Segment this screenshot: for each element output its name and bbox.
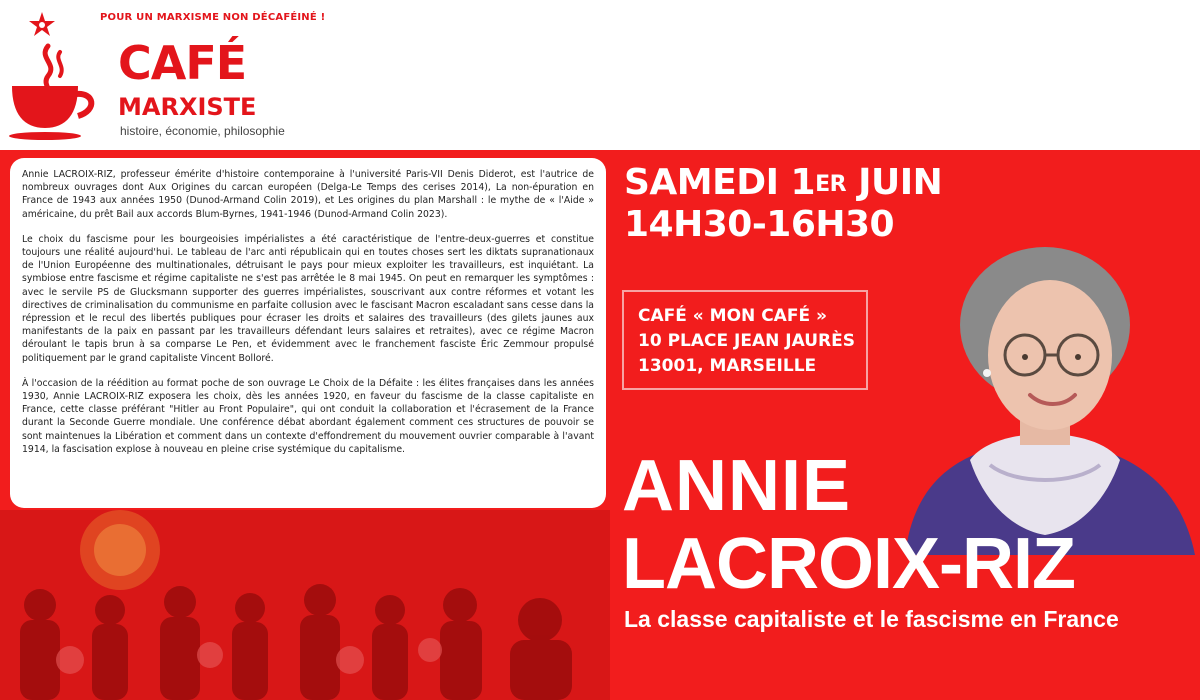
speaker-last-name: LACROIX-RIZ [622, 524, 1075, 604]
venue-box [622, 290, 868, 390]
talk-title: La classe capitaliste et le fascisme en France [624, 606, 1119, 632]
description-paragraph: Le choix du fascisme pour les bourgeoisies impérialistes a été caractéristique de l'entre-deux-guerres et constitue toujours une réalité aujourd'hui. Le tableau de l'arc anti républicain qui en toutes choses sert les diktats supranationaux de l'Union Européenne des multinationales, détruisant le pays pour mieux exploiter les travailleurs, est inquiétant. La symbiose entre fascisme et régime capitaliste ne s'est pas arrêtée le 8 mai 1945. On peut en remarquer les symptômes : avec le servile PS de Glucksmann supporter des guerres impérialistes, souscrivant aux contre réformes et votant les directives de criminalisation du communisme en parfaite collusion avec le fascisant Macron escaladant sans cesse dans la répression et le recul des libertés publiques pour écraser les droits et salaires des travailleurs (des gilets jaunes aux manifestants de la paix en passant par les travailleurs défendant leurs salaires et retraites), avec ce régime Macron déroulant le tapis brun à sa comparse Le Pen, et évidemment avec le franchement fasciste Éric Zemmour propulsé politiquement par le grand capitaliste Vincent Bolloré. [22, 233, 594, 364]
event-date-month: JUIN [846, 162, 943, 203]
description-box [10, 158, 606, 508]
description-paragraph: À l'occasion de la réédition au format poche de son ouvrage Le Choix de la Défaite : les élites françaises dans les années 1930, Annie LACROIX-RIZ exposera les choix, dès les années 1920, en faveur du fascisme de la classe capitaliste en France, cette classe préférant "Hitler au Front Populaire", qui ont conduit la collaboration et l'écrasement de la France durant la Seconde Guerre mondiale. Une conférence débat abordant également comment ces structures de pouvoir se sont maintenues la Libération et comment dans un contexte d'effondrement du mouvement ouvrier comparable à l'avant 1914, la fascisation explose à nouveau en pleine crise systémique du capitalisme. [22, 377, 594, 455]
description-paragraph: Annie LACROIX-RIZ, professeur émérite d'histoire contemporaine à l'université Paris-VII Denis Diderot, est l'autrice de nombreux ouvrages dont Aux Origines du carcan européen (Delga-Le Temps des cerises 2014), La non-épuration en France de 1943 aux années 1950 (Dunod-Armand Colin 2019), et Les origines du plan Marshall : le mythe de « l'Aide » américaine, du prêt Bail aux accords Blum-Byrnes, 1941-1946 (Dunod-Armand Colin 2023). [22, 169, 594, 220]
logo-brand-line2: MARXISTE [118, 93, 257, 121]
speaker-first-name: ANNIE [622, 446, 852, 526]
event-date-main: SAMEDI 1 [624, 162, 816, 203]
logo-brand-line1: CAFÉ [118, 36, 247, 90]
right-panel [610, 150, 1200, 700]
audience-photo [0, 510, 610, 700]
coffee-cup-with-red-star-icon [8, 6, 103, 141]
venue-street: 10 PLACE JEAN JAURÈS [638, 331, 855, 351]
header [0, 0, 1200, 150]
logo-tagline: POUR UN MARXISME NON DÉCAFÉINÉ ! [100, 12, 326, 23]
speaker-portrait [895, 245, 1195, 555]
event-time: 14H30-16H30 [624, 204, 895, 245]
left-panel [0, 150, 610, 700]
event-date-sup: ER [815, 172, 847, 197]
event-date [624, 164, 942, 202]
venue-city: 13001, MARSEILLE [638, 356, 817, 376]
venue-name: CAFÉ « MON CAFÉ » [638, 306, 827, 326]
logo-brand-subline: histoire, économie, philosophie [120, 124, 285, 138]
